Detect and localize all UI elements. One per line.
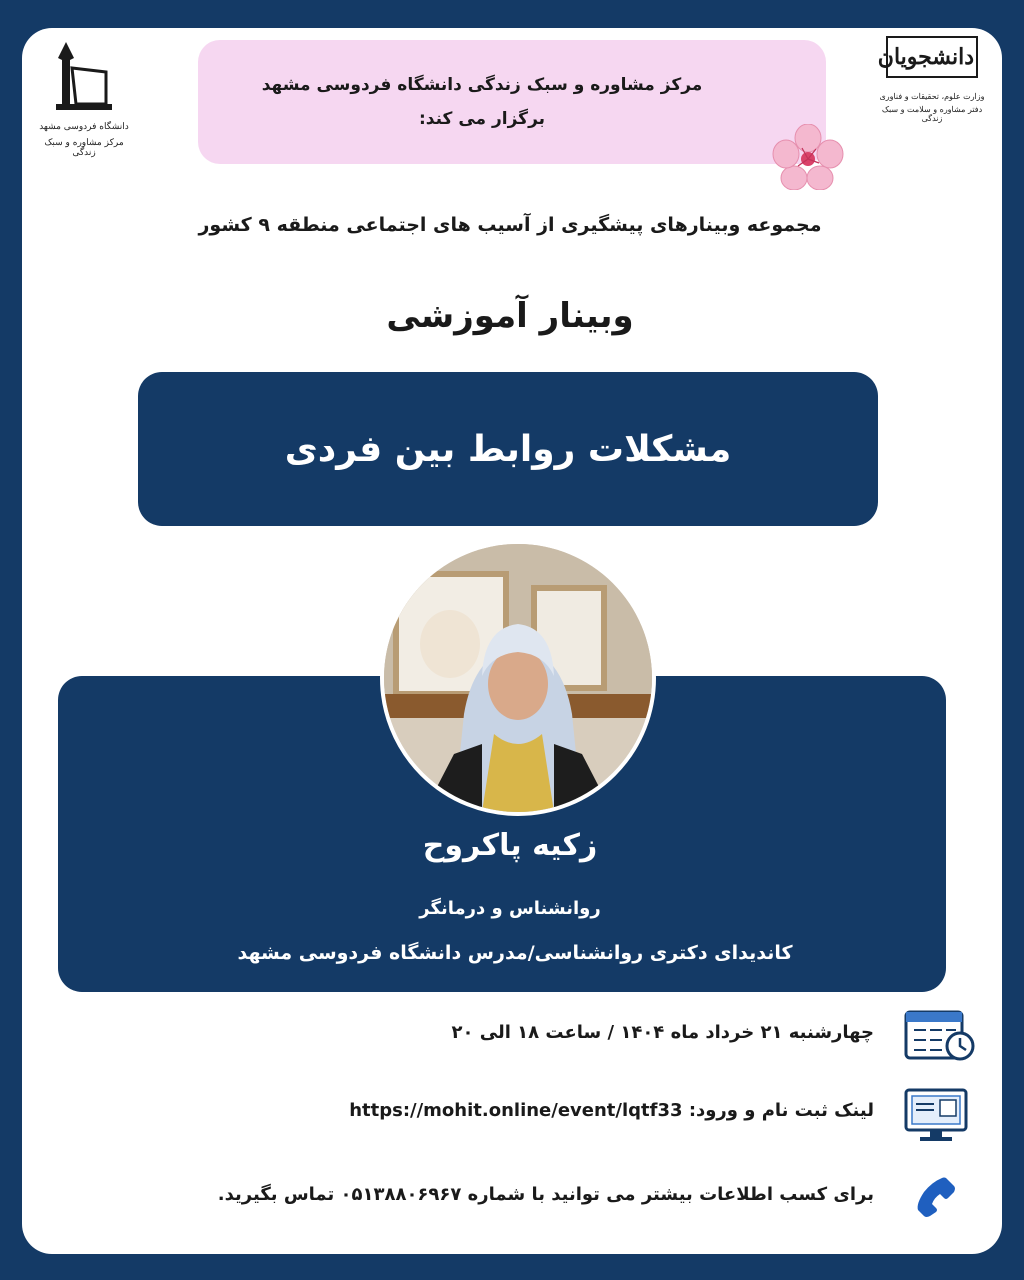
topic-box: [138, 372, 878, 526]
organizer-box: [198, 40, 826, 164]
registration-link[interactable]: https://mohit.online/event/lqtf33: [349, 1100, 683, 1121]
series-title: مجموعه وبینارهای پیشگیری از آسیب های اجتماعی منطقه ۹ کشور: [198, 214, 822, 236]
registration-row: [349, 1100, 874, 1121]
event-datetime: چهارشنبه ۲۱ خرداد ماه ۱۴۰۴ / ساعت ۱۸ الی ۲۰: [451, 1022, 874, 1043]
speaker-role: روانشناس و درمانگر: [419, 898, 601, 919]
contact-info: برای کسب اطلاعات بیشتر می توانید با شماره ۰۵۱۳۸۸۰۶۹۶۷ تماس بگیرید.: [217, 1184, 874, 1205]
webinar-type-heading: وبینار آموزشی: [386, 296, 634, 336]
speaker-name: زکیه پاکروح: [422, 828, 598, 863]
speaker-photo: [380, 540, 656, 816]
blossom-flower-icon: [772, 124, 844, 190]
registration-label: لینک ثبت نام و ورود:: [688, 1100, 874, 1121]
phone-icon: [914, 1174, 958, 1218]
left-logo-caption2: مرکز مشاوره و سبک زندگی: [44, 138, 124, 158]
topic-title: مشکلات روابط بین فردی: [284, 428, 732, 470]
ferdowsi-university-logo: [36, 38, 132, 168]
left-logo-caption1: دانشگاه فردوسی مشهد: [39, 122, 129, 132]
calendar-clock-icon: [904, 1006, 976, 1062]
organizer-line1: مرکز مشاوره و سبک زندگی دانشگاه فردوسی مشهد: [261, 75, 703, 95]
organizer-line2: برگزار می کند:: [418, 109, 546, 129]
pen-tower-icon: [36, 38, 132, 118]
right-logo-word: دانشجویان: [886, 36, 978, 78]
speaker-affiliation: کاندیدای دکتری روانشناسی/مدرس دانشگاه فردوسی مشهد: [237, 942, 793, 964]
computer-screen-icon: [904, 1088, 968, 1144]
right-logo-caption2: دفتر مشاوره و سلامت و سبک زندگی: [881, 105, 983, 123]
student-affairs-logo: [876, 36, 988, 156]
right-logo-caption1: وزارت علوم، تحقیقات و فناوری: [879, 92, 985, 101]
